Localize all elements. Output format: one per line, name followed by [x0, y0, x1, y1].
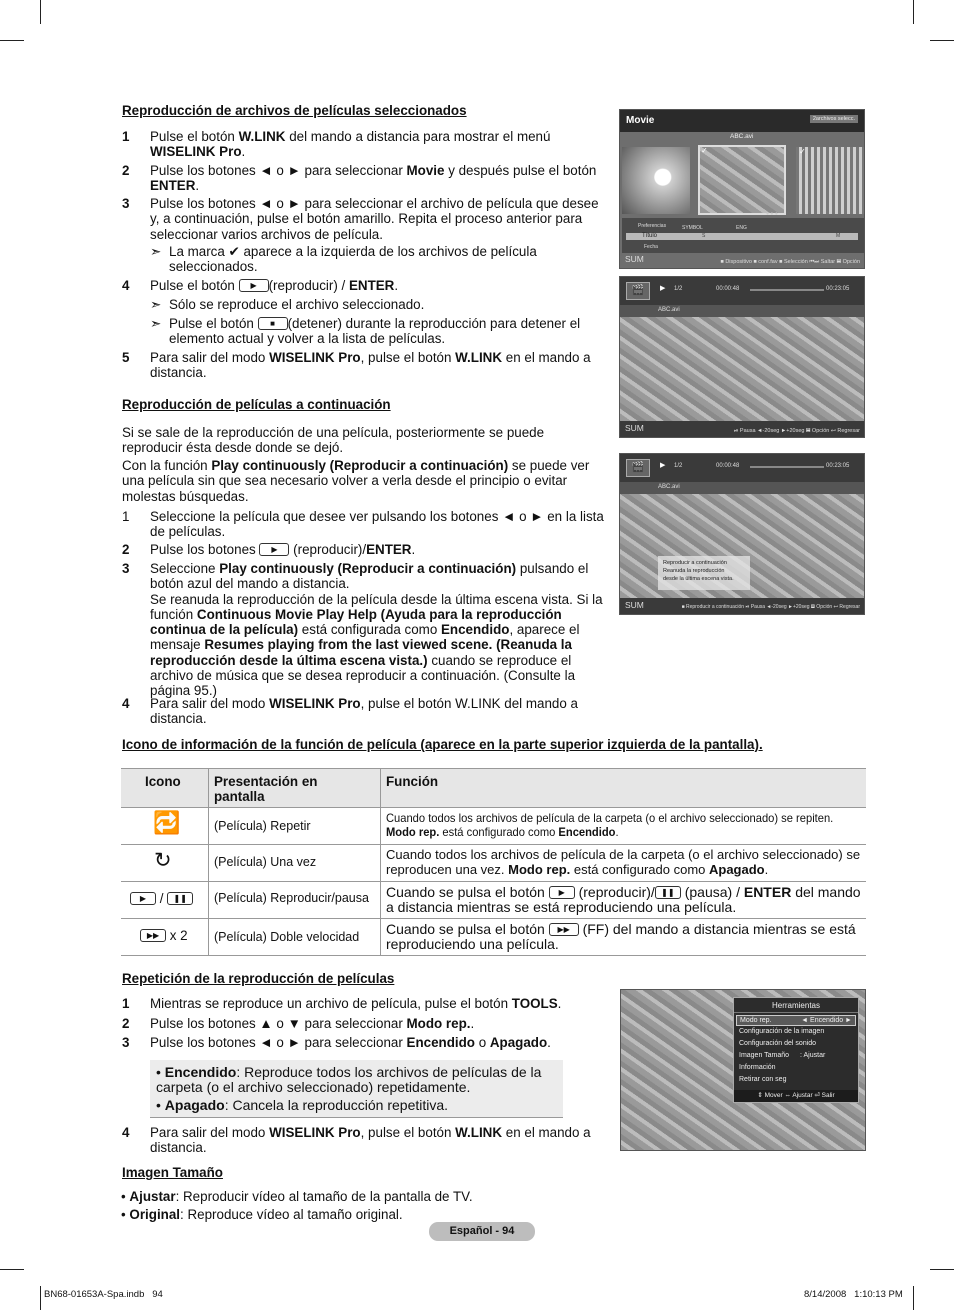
step-text: Para salir del modo WISELINK Pro, pulse el botón W.LINK en el mando a distancia.	[150, 350, 591, 381]
sort-label[interactable]: Título	[642, 233, 658, 239]
column-header: Presentación en pantalla	[214, 774, 318, 805]
sum-label: SUM	[625, 423, 644, 434]
timestamp: 8/14/2008 1:10:13 PM	[804, 1289, 903, 1300]
sort-label: Fecha	[644, 244, 658, 250]
note-text: La marca ✔ aparece a la izquierda de los archivos de película seleccionados.	[169, 244, 537, 275]
pause-icon: ❚❚	[167, 892, 193, 905]
screen-title: Movie	[626, 115, 655, 126]
note-arrow-icon: ➣	[150, 297, 162, 312]
menu-item[interactable]	[734, 1062, 858, 1074]
menu-label: Información	[739, 1064, 776, 1071]
ff-icon: ▶▶	[140, 929, 166, 942]
play-pause-icon	[130, 891, 193, 906]
filename: ABC.avi	[730, 133, 754, 140]
sort-panel	[622, 218, 864, 253]
section-heading: Repetición de la reproducción de películas	[122, 971, 395, 986]
menu-footer: ⇕ Mover ⇔ Ajustar ⏎ Salir	[734, 1090, 858, 1102]
crop-mark	[0, 1269, 24, 1270]
step-4	[122, 696, 607, 727]
fast-forward-icon	[140, 928, 188, 943]
step-number: 4	[122, 1125, 130, 1140]
separator: /	[159, 891, 164, 906]
elapsed-time: 00:00:48	[716, 286, 740, 292]
popup-line: Reproducir a continuación	[663, 560, 727, 566]
step-text: Para salir del modo WISELINK Pro, pulse el botón W.LINK del mando a distancia.	[150, 696, 578, 727]
display-text: (Película) Repetir	[214, 819, 311, 833]
menu-value[interactable]: ◄ Encendido ►	[801, 1017, 852, 1024]
step-4	[122, 1125, 607, 1156]
note	[150, 316, 607, 347]
function-text: Cuando se pulsa el botón ▶ (reproducir)/ ❚❚ (pausa) / ENTER del mando a distancia mientras se está reproduciendo una película.	[386, 884, 861, 915]
play-icon: ▶	[660, 285, 666, 292]
total-time: 00:23:05	[826, 286, 850, 292]
sort-row	[626, 233, 858, 240]
continue-playback-screenshot	[619, 453, 865, 615]
thumbnail	[796, 147, 864, 214]
column-header: Función	[386, 774, 439, 789]
sort-label: ENG	[736, 225, 747, 231]
movie-list-screenshot	[619, 109, 865, 269]
movie-playback-screenshot	[619, 276, 865, 438]
filename-bar	[620, 482, 864, 494]
menu-item[interactable]	[734, 1074, 858, 1086]
step-number: 2	[122, 163, 130, 178]
progress-track	[750, 466, 824, 468]
step-number: 1	[122, 996, 130, 1011]
selected-badge: 2archivos selecc.	[810, 115, 858, 123]
thumbnail-selected	[698, 145, 786, 215]
menu-item[interactable]	[734, 1038, 858, 1050]
divider	[121, 881, 866, 882]
title-bar	[620, 110, 864, 132]
column-header: Icono	[145, 774, 181, 789]
section-heading: Icono de información de la función de película (aparece en la parte superior izquierda de la pantalla).	[122, 737, 763, 752]
option-item: • Apagado: Cancela la reproducción repetitiva.	[156, 1097, 449, 1113]
display-text: (Película) Una vez	[214, 855, 317, 869]
menu-item-repeat[interactable]	[736, 1015, 856, 1026]
divider	[380, 768, 381, 955]
step-5	[122, 350, 607, 381]
step-number: 1	[122, 509, 130, 524]
counter: 1/2	[674, 463, 683, 469]
note-arrow-icon: ➣	[150, 316, 162, 331]
filename: ABC.avi	[658, 307, 680, 313]
popup-line: desde la última escena vista.	[663, 576, 734, 582]
function-text: Cuando todos los archivos de película de la carpeta (o el archivo seleccionado) se repiten. Modo rep. está configurado como Encendido.	[386, 811, 834, 839]
crop-mark	[40, 0, 41, 24]
menu-label: Modo rep.	[740, 1017, 772, 1024]
crop-mark	[930, 40, 954, 41]
sort-label: Preferencias	[638, 223, 667, 229]
step-4	[122, 278, 607, 293]
step-2	[122, 542, 607, 557]
info-bar	[620, 454, 864, 482]
check-icon: ✓	[701, 146, 708, 155]
hint-bar: ⏯ Pausa ◄-20seg ►+20seg ▤ Opción ↩ Regresar	[734, 427, 860, 434]
hint-bar: ■ Reproducir a continuación ⏯ Pausa ◄-20seg ►+20seg ▤ Opción ↩ Regresar	[681, 604, 860, 611]
divider	[208, 768, 209, 955]
display-text: (Película) Reproducir/pausa	[214, 891, 369, 905]
play-icon: ▶	[660, 462, 666, 469]
function-text: Cuando se pulsa el botón ▶▶ (FF) del mando a distancia mientras se está reproduciendo una película.	[386, 921, 856, 952]
step-1	[122, 129, 607, 160]
counter: 1/2	[674, 286, 683, 292]
menu-label: Configuración del sonido	[739, 1040, 817, 1047]
menu-item[interactable]	[734, 1026, 858, 1038]
option-item: • Encendido: Reproduce todos los archivos de películas de la carpeta (o el archivo seleccionado) repetidamente.	[156, 1064, 542, 1095]
paragraph: Con la función Play continuously (Reproducir a continuación) se puede ver una película sin que sea necesario volver a verla desde el principio o evitar molestas búsquedas.	[122, 458, 590, 504]
step-text: Para salir del modo WISELINK Pro, pulse el botón W.LINK en el mando a distancia.	[150, 1125, 591, 1156]
repeat-once-icon: ↻	[154, 849, 172, 872]
function-text: Cuando todos los archivos de película de la carpeta (o el archivo seleccionado) se reproducen una vez. Modo rep. está configurado como Apagado.	[386, 847, 861, 877]
thumbnail	[622, 147, 690, 214]
menu-title: Herramientas	[734, 998, 858, 1013]
option-list	[150, 1060, 563, 1118]
movie-icon: 🎬	[626, 459, 650, 477]
paragraph: Si se sale de la reproducción de una película, posteriormente se puede reproducir ésta desde donde se dejó.	[122, 425, 545, 456]
speed-label: x 2	[169, 928, 188, 943]
hint-bar: ■ Dispositivo ■ conf.fav ■ Selección ⏮⏭ Saltar ▤ Opción	[720, 258, 860, 265]
repeat-icon: 🔁	[153, 810, 181, 835]
step-1	[122, 509, 607, 540]
note-text: Pulse el botón ■ (detener) durante la reproducción para detener el elemento actual y volver a la lista de películas.	[169, 316, 581, 347]
section-heading: Reproducción de archivos de películas seleccionados	[122, 103, 467, 118]
total-time: 00:23:05	[826, 463, 850, 469]
step-3	[122, 1035, 607, 1050]
check-icon: ✓	[799, 147, 806, 156]
popup-line: Reanuda la reproducción	[663, 568, 725, 574]
menu-value: : Ajustar	[800, 1052, 826, 1059]
step-number: 4	[122, 278, 130, 293]
tools-menu	[733, 997, 859, 1103]
step-text: Pulse los botones ▲ o ▼ para seleccionar Modo rep..	[150, 1016, 475, 1031]
divider	[121, 844, 866, 845]
file-info: BN68-01653A-Spa.indb 94	[44, 1289, 163, 1300]
section-heading: Imagen Tamaño	[122, 1165, 223, 1180]
note-arrow-icon: ➣	[150, 244, 162, 259]
step-3	[122, 196, 607, 242]
page-dots: ● ● ●	[766, 211, 778, 217]
sort-label: S	[702, 233, 706, 239]
step-text: Seleccione Play continuously (Reproducir a continuación) pulsando el botón azul del mando a distancia. Se reanuda la reproducción de la película desde la última escena vista. Si la función Continuous Movie Play Help (Ayuda para la reproducción continua de la película) está configurada como Encendido, aparece el mensaje Resumes playing from the last viewed scene. (Reanuda la reproducción desde la última escena vista.) cuando se reproduce el archivo de música que se desea reproducir a continuación. (Consulte la página 95.)	[150, 561, 603, 699]
step-text: Mientras se reproduce un archivo de película, pulse el botón TOOLS.	[150, 996, 562, 1011]
crop-mark	[930, 1269, 954, 1270]
step-number: 2	[122, 542, 130, 557]
step-text: Pulse los botones ◄ o ► para seleccionar Movie y después pulse el botón ENTER.	[150, 163, 597, 194]
bullet-item: • Ajustar: Reproducir vídeo al tamaño de la pantalla de TV.	[121, 1189, 473, 1204]
step-number: 1	[122, 129, 130, 144]
page-number: Español - 94	[429, 1222, 535, 1241]
menu-label: Configuración de la imagen	[739, 1028, 825, 1035]
step-3	[122, 561, 607, 699]
menu-item[interactable]	[734, 1050, 858, 1062]
sort-label: SYMBOL	[682, 225, 703, 231]
resume-popup	[658, 556, 750, 590]
step-2	[122, 163, 607, 194]
step-number: 4	[122, 696, 130, 711]
step-text: Pulse el botón W.LINK del mando a distancia para mostrar el menú WISELINK Pro.	[150, 129, 551, 160]
step-text: Pulse el botón ▶ (reproducir) / ENTER.	[150, 278, 399, 293]
filename-bar	[620, 305, 864, 317]
filename: ABC.avi	[658, 484, 680, 490]
sum-label: SUM	[625, 600, 644, 611]
sum-label: SUM	[625, 254, 644, 265]
menu-label: Retirar con seg	[739, 1076, 787, 1083]
info-bar	[620, 277, 864, 305]
step-number: 3	[122, 1035, 130, 1050]
note	[150, 244, 607, 275]
crop-mark	[913, 0, 914, 24]
note-text: Sólo se reproduce el archivo seleccionado.	[169, 297, 425, 312]
step-text: Pulse los botones ▶ (reproducir)/ENTER.	[150, 542, 416, 557]
section-heading: Reproducción de películas a continuación	[122, 397, 391, 412]
step-number: 3	[122, 561, 130, 576]
display-text: (Película) Doble velocidad	[214, 930, 360, 944]
divider	[121, 955, 866, 956]
step-2	[122, 1016, 607, 1031]
divider	[121, 918, 866, 919]
play-icon: ▶	[130, 892, 156, 905]
progress-track	[750, 289, 824, 291]
step-number: 2	[122, 1016, 130, 1031]
step-text: Pulse los botones ◄ o ► para seleccionar Encendido o Apagado.	[150, 1035, 551, 1050]
note	[150, 297, 607, 312]
bullet-item: • Original: Reproduce vídeo al tamaño original.	[121, 1207, 403, 1222]
step-text: Seleccione la película que desee ver pulsando los botones ◄ o ► en la lista de películas.	[150, 509, 604, 540]
elapsed-time: 00:00:48	[716, 463, 740, 469]
movie-icon: 🎬	[626, 282, 650, 300]
step-number: 3	[122, 196, 130, 211]
menu-label: Imagen Tamaño	[739, 1052, 790, 1059]
step-number: 5	[122, 350, 130, 365]
crop-mark	[0, 40, 24, 41]
crop-mark	[913, 1286, 914, 1310]
step-1	[122, 996, 607, 1011]
crop-mark	[40, 1286, 41, 1310]
step-text: Pulse los botones ◄ o ► para seleccionar el archivo de película que desee y, a continuación, pulse el botón amarillo. Repita el proceso anterior para seleccionar varios archivos de película.	[150, 196, 599, 242]
sort-label: M	[836, 233, 841, 239]
